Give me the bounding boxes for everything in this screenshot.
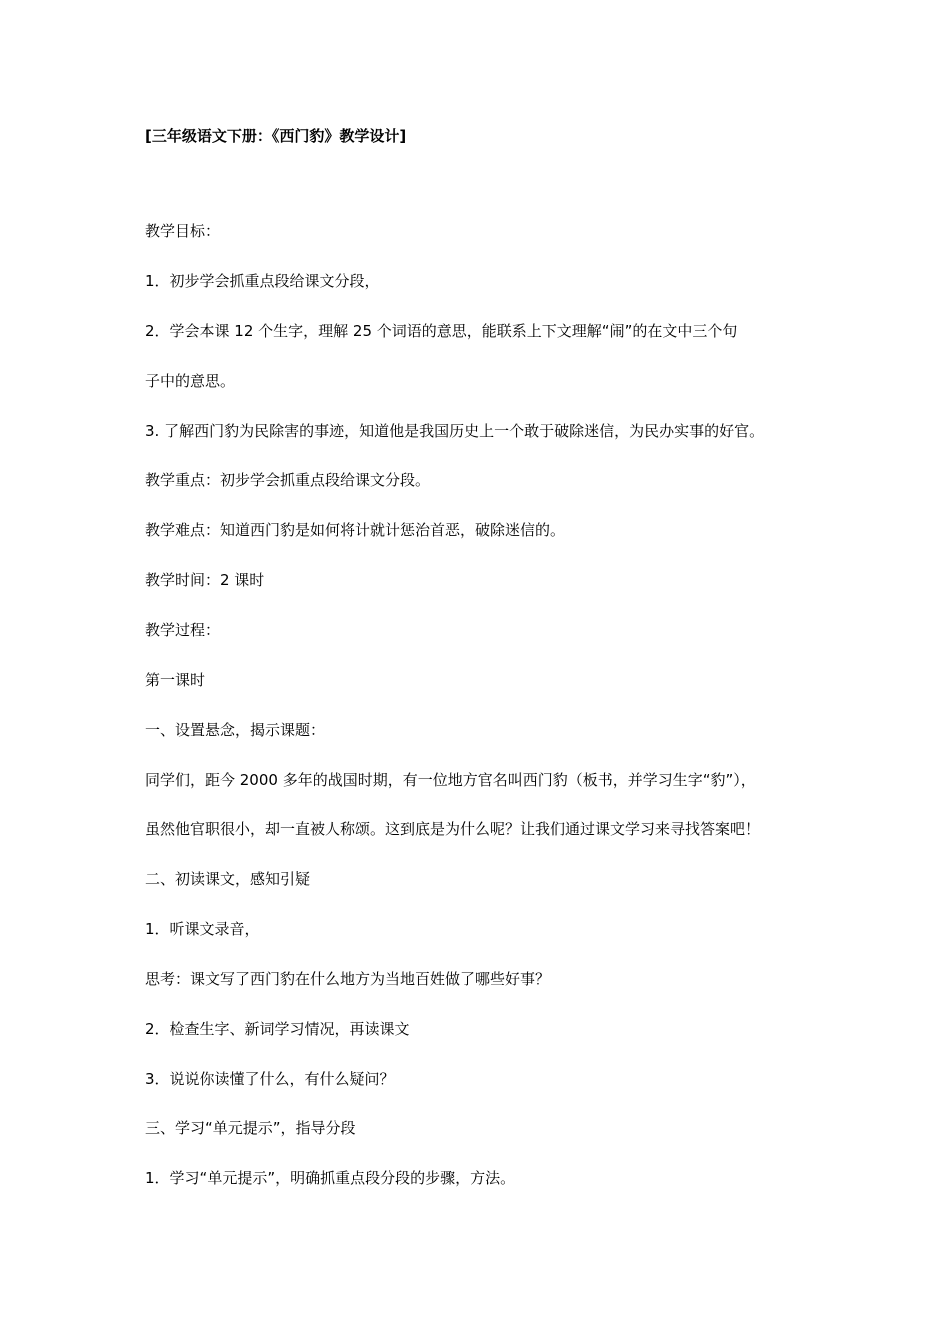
document-title: [三年级语文下册：《西门豹》教学设计]	[145, 127, 407, 145]
text-line: 2．学会本课 12 个生字，理解 25 个词语的意思，能联系上下文理解“闹”的在文中三个句	[145, 322, 738, 340]
text-line: 1．学习“单元提示”，明确抓重点段分段的步骤，方法。	[145, 1169, 516, 1187]
text-line: 二、初读课文，感知引疑	[145, 870, 311, 888]
text-line: 教学难点：知道西门豹是如何将计就计惩治首恶，破除迷信的。	[145, 521, 566, 539]
text-line: 三、学习“单元提示”，指导分段	[145, 1119, 356, 1137]
text-line: 教学过程：	[145, 621, 221, 639]
text-line: 2．检查生字、新词学习情况，再读课文	[145, 1020, 410, 1038]
text-line: 教学重点：初步学会抓重点段给课文分段。	[145, 471, 431, 489]
text-line: 3. 了解西门豹为民除害的事迹，知道他是我国历史上一个敢于破除迷信，为民办实事的好官。	[145, 422, 765, 440]
text-line: 第一课时	[145, 671, 206, 689]
text-line: 3．说说你读懂了什么，有什么疑问？	[145, 1070, 395, 1088]
text-line: 同学们，距今 2000 多年的战国时期，有一位地方官名叫西门豹（板书，并学习生字“豹”），	[145, 771, 756, 789]
text-line: 子中的意思。	[145, 372, 236, 390]
text-line: 1．听课文录音，	[145, 920, 260, 938]
text-line: 思考：课文写了西门豹在什么地方为当地百姓做了哪些好事？	[145, 970, 551, 988]
text-line: 教学目标：	[145, 222, 221, 240]
text-line: 虽然他官职很小，却一直被人称颂。这到底是为什么呢？让我们通过课文学习来寻找答案吧！	[145, 820, 761, 838]
text-line: 教学时间：2 课时	[145, 571, 265, 589]
text-line: 1．初步学会抓重点段给课文分段，	[145, 272, 380, 290]
text-line: 一、设置悬念，揭示课题：	[145, 721, 326, 739]
